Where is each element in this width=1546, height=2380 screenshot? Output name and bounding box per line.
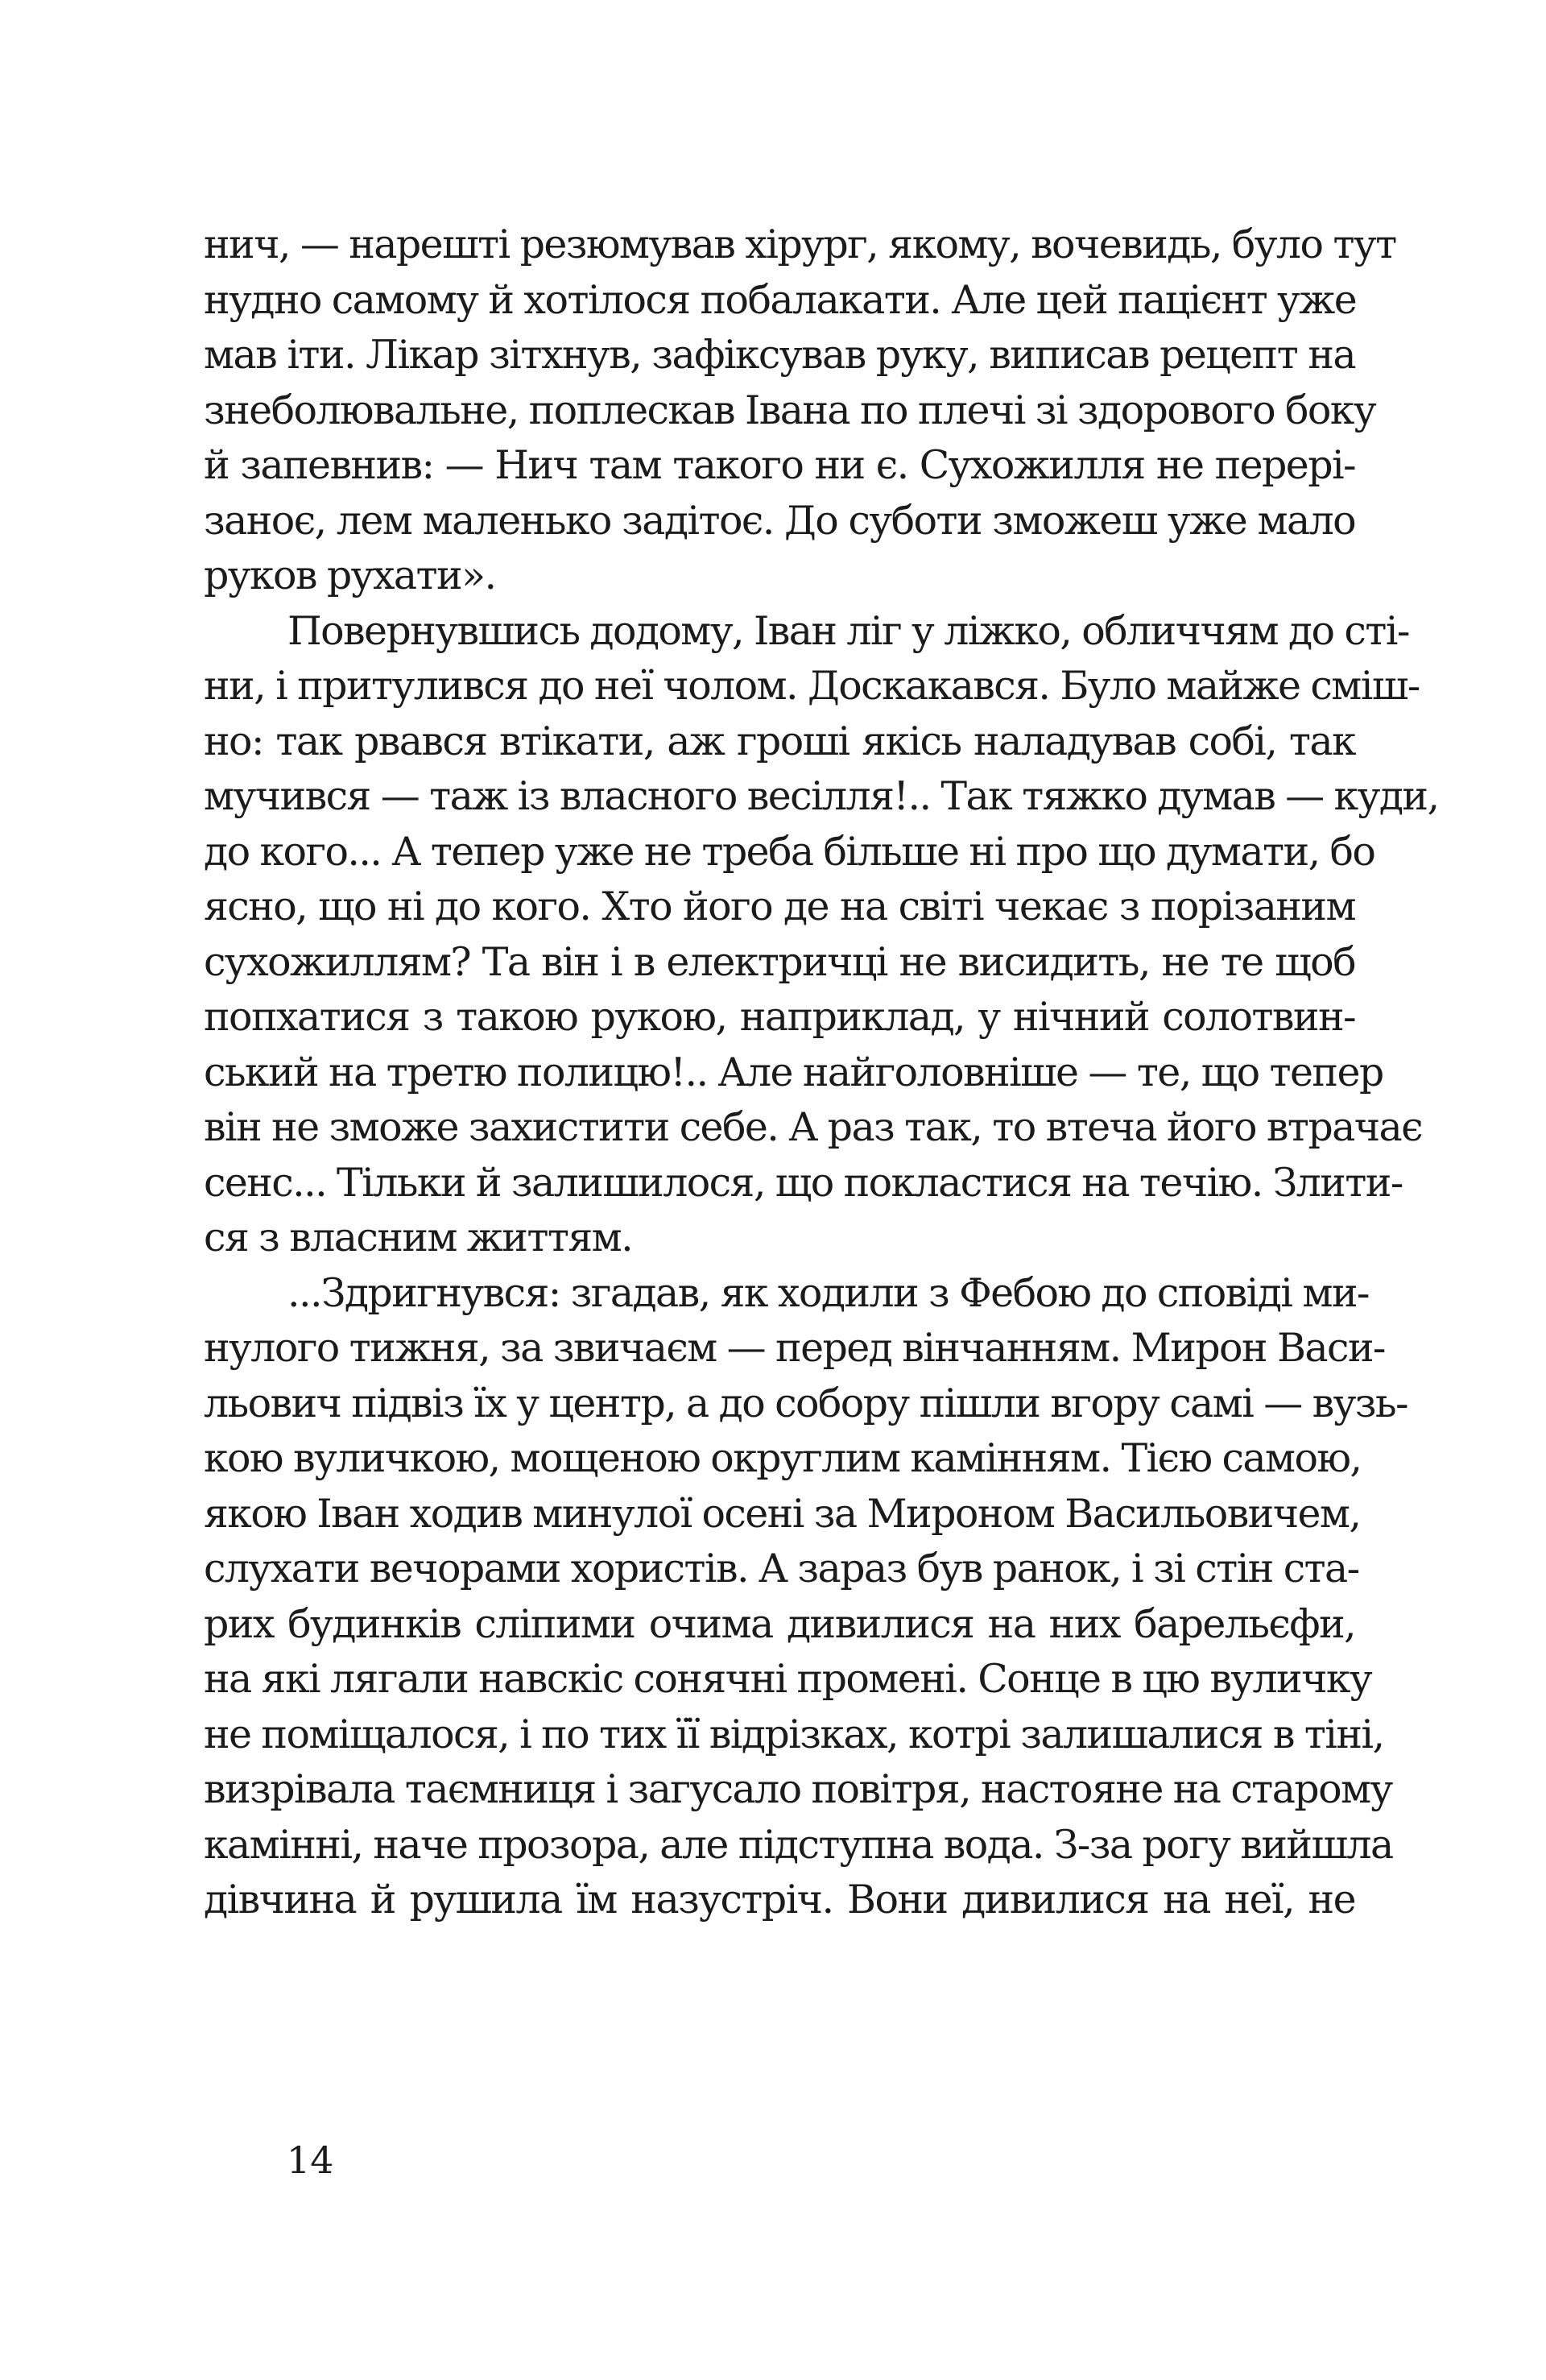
text-line: заноє, лем маленько задітоє. До суботи зможеш уже мало <box>204 497 1355 544</box>
body-text <box>204 217 1439 1928</box>
text-line: не поміщалося, і по тих її відрізках, котрі залишалися в тіні, <box>204 1711 1384 1757</box>
text-line: рих будинків сліпими очима дивилися на них барельєфи, <box>204 1600 1355 1647</box>
text-line: на які лягали навскіс сонячні промені. Сонце в цю вуличку <box>204 1656 1372 1702</box>
text-line: якою Іван ходив минулої осені за Мироном Васильовичем, <box>204 1490 1361 1537</box>
text-line: кою вуличкою, мощеною округлим камінням. Тією самою, <box>204 1435 1362 1481</box>
text-line: сухожиллям? Та він і в електричці не висидить, не те щоб <box>204 938 1355 985</box>
text-line: мав іти. Лікар зітхнув, зафіксував руку, виписав рецепт на <box>204 332 1355 378</box>
text-line: ський на третю полицю!.. Але найголовніше — те, що тепер <box>204 1049 1383 1095</box>
paragraph-1 <box>204 217 1396 604</box>
text-line: сенс... Тільки й залишилося, що покластися на течію. Злити- <box>204 1159 1403 1206</box>
text-line: й запевнив: — Нич там такого ни є. Сухожилля не перері- <box>204 442 1355 488</box>
text-line: нудно самому й хотілося побалакати. Але цей пацієнт уже <box>204 276 1357 323</box>
text-line: Повернувшись додому, Іван ліг у ліжко, обличчям до сті- <box>287 607 1409 654</box>
text-line: до кого... А тепер уже не треба більше ні про що думати, бо <box>204 828 1375 875</box>
text-line: ни, і притулився до неї чолом. Доскакався. Було майже сміш- <box>204 663 1420 709</box>
text-line: попхатися з такою рукою, наприклад, у нічний солотвин- <box>204 994 1355 1040</box>
text-line: визрівала таємниця і загусало повітря, настояне на старому <box>204 1766 1392 1812</box>
text-line: камінні, наче прозора, але підступна вода. З-за рогу вийшла <box>204 1821 1393 1868</box>
text-line: руков рухати». <box>204 553 496 598</box>
text-line: нич, — нарешті резюмував хірург, якому, вочевидь, було тут <box>204 221 1396 267</box>
text-line: льович підвіз їх у центр, а до собору пішли вгору самі — вузь- <box>204 1380 1408 1426</box>
text-line: ...Здригнувся: згадав, як ходили з Фебою до сповіді ми- <box>287 1269 1369 1316</box>
text-line: но: так рвався втікати, аж гроші якісь наладував собі, так <box>204 718 1355 764</box>
paragraph-3 <box>204 1266 1408 1928</box>
text-line: слухати вечорами хористів. А зараз був ранок, і зі стін ста- <box>204 1546 1359 1591</box>
text-line: ся з власним життям. <box>204 1215 633 1260</box>
text-line: дівчина й рушила їм назустріч. Вони дивилися на неї, не <box>204 1877 1355 1923</box>
text-line: нулого тижня, за звичаєм — перед вінчанням. Мирон Васи- <box>204 1325 1385 1371</box>
paragraph-2 <box>204 604 1439 1266</box>
text-line: мучився — таж із власного весілля!.. Так тяжко думав — куди, <box>204 773 1439 819</box>
text-line: знеболювальне, поплескав Івана по плечі зі здорового боку <box>204 387 1376 433</box>
text-line: він не зможе захистити себе. А раз так, то втеча його втрачає <box>204 1104 1422 1150</box>
page-number: 14 <box>287 2138 334 2182</box>
text-line: ясно, що ні до кого. Хто його де на світі чекає з порізаним <box>204 884 1355 929</box>
